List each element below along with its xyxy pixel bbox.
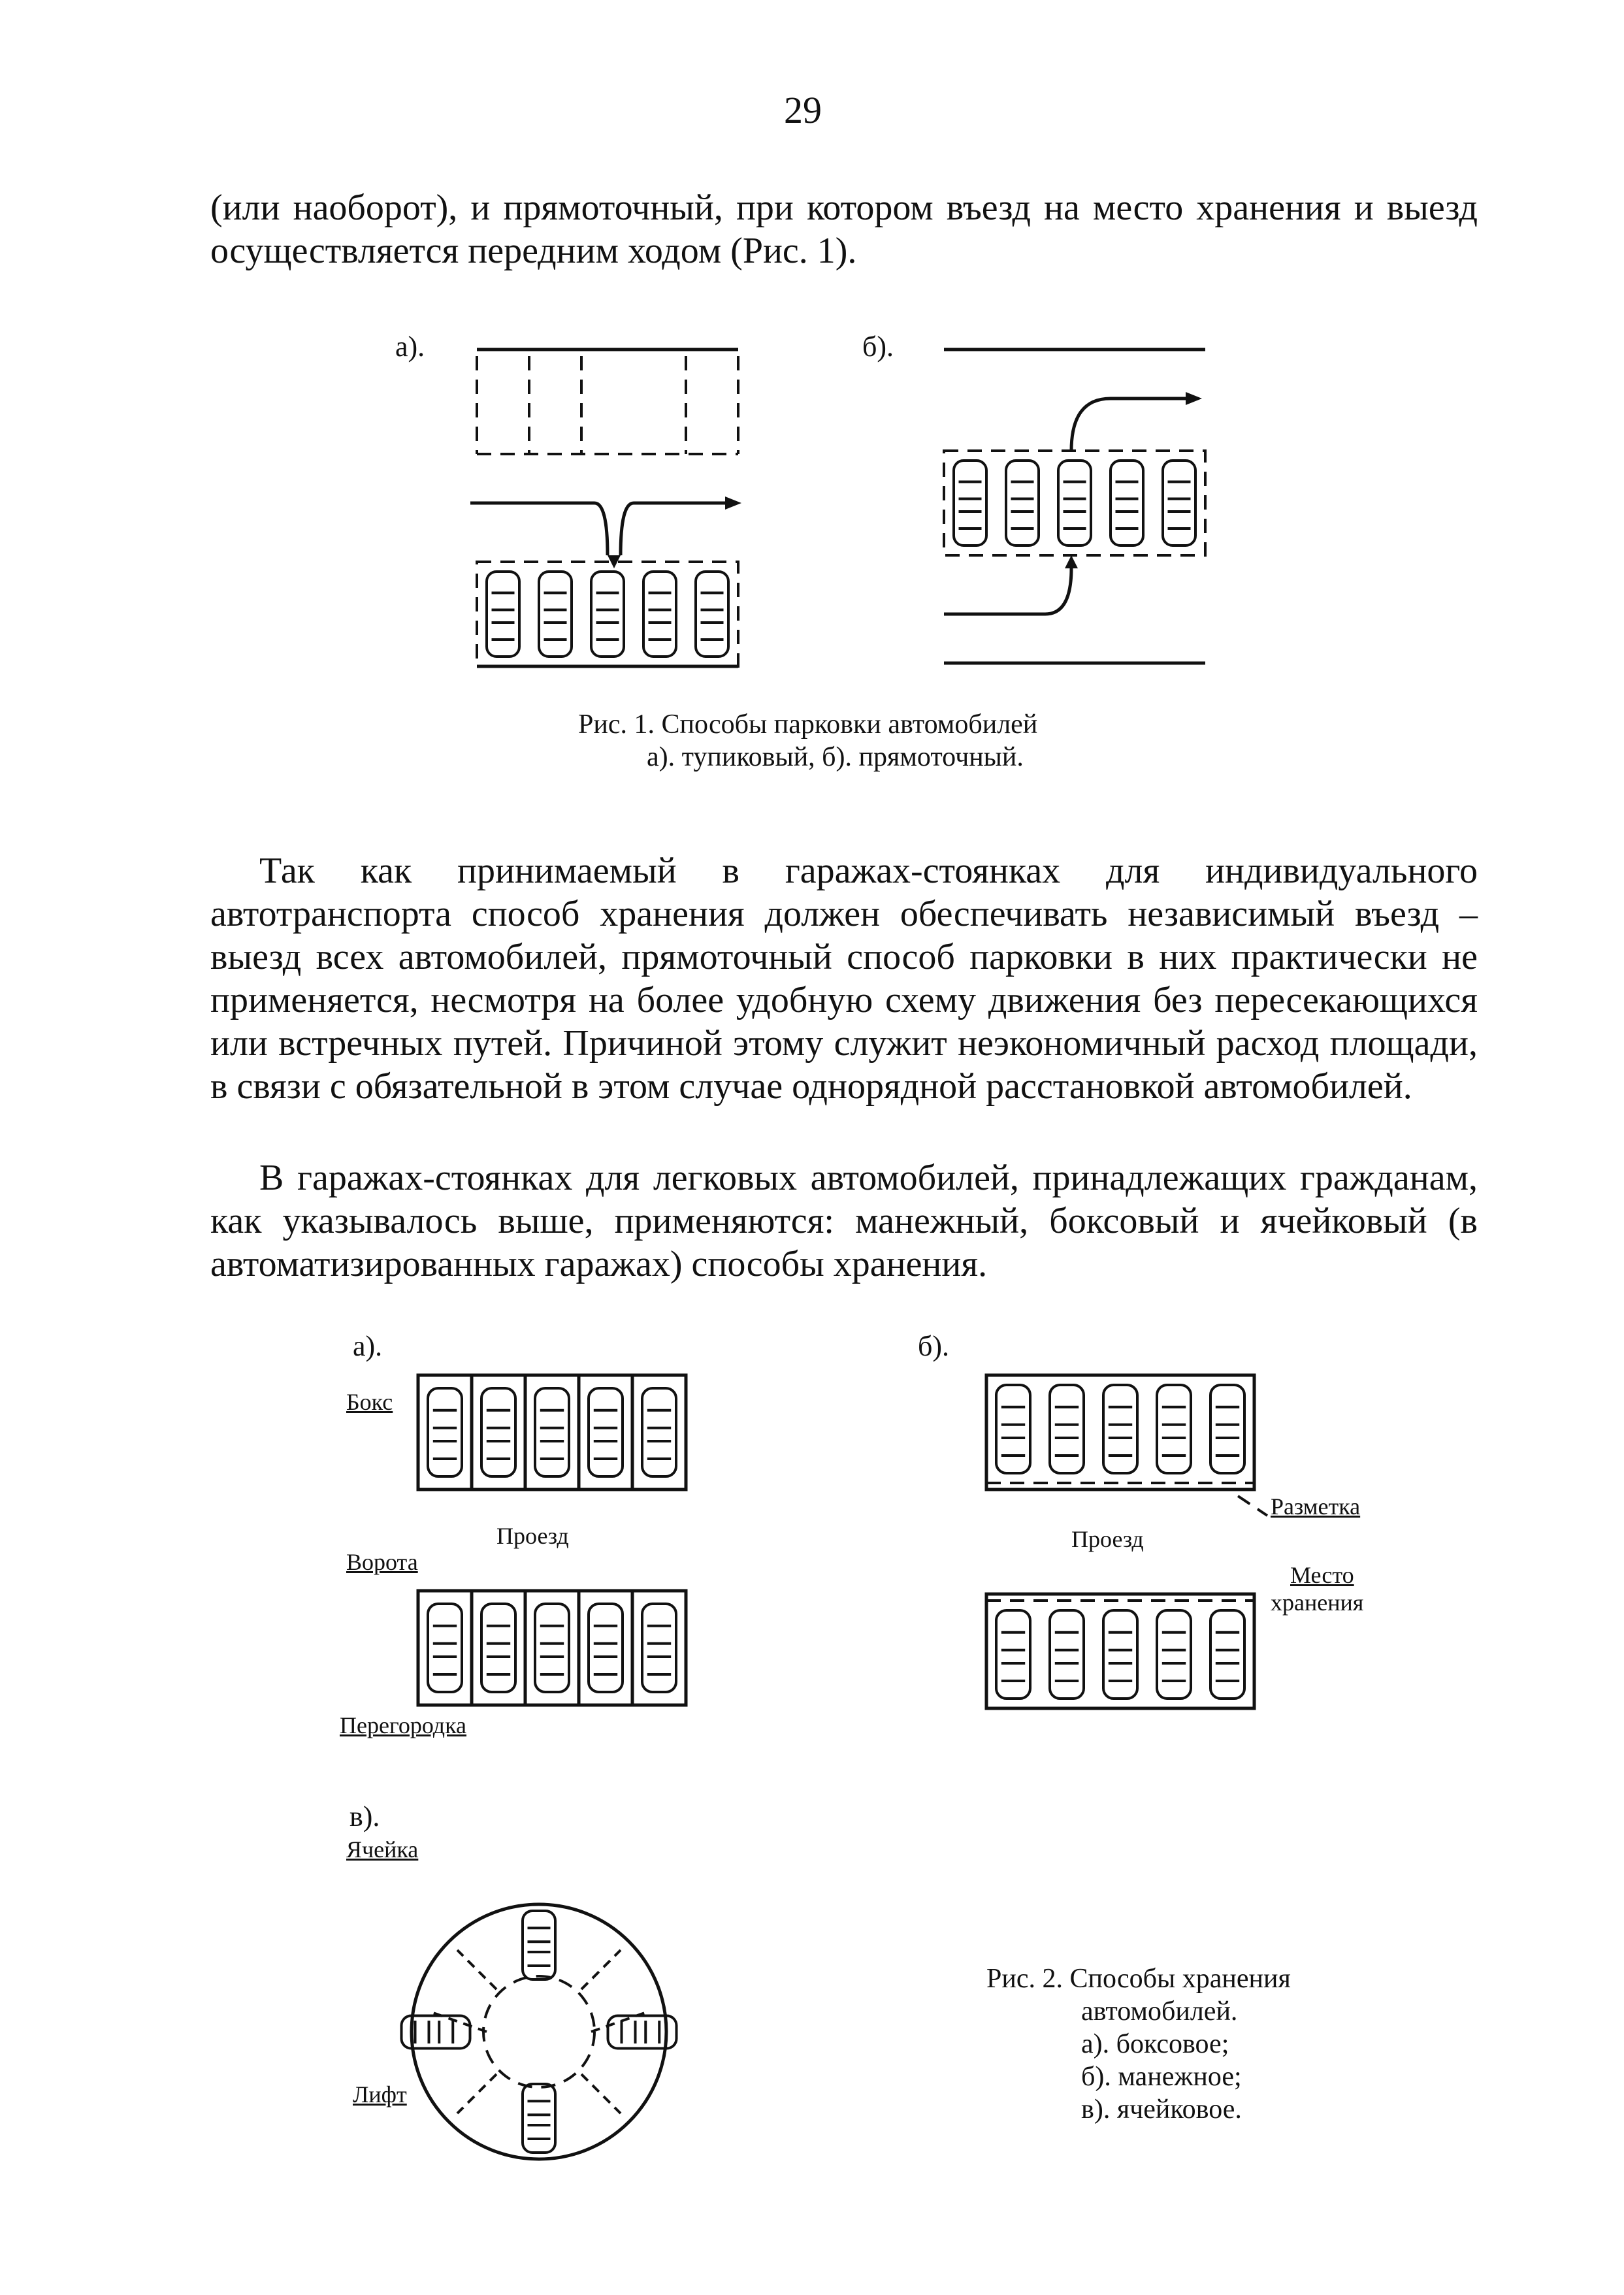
car-row-icons [996,1385,1244,1473]
car-icon [696,572,728,657]
car-icon [1210,1610,1244,1699]
car-row-icons [954,461,1195,545]
passage-label-b: Проезд [1071,1526,1144,1552]
figure2-caption-line5: в). ячейковое. [1081,2094,1242,2124]
car-icon [1050,1385,1084,1473]
paragraph-3: В гаражах-стоянках для легковых автомобилей, принадлежащих гражданам, как указывалось выше, применяются: манежный, боксовый и ячейковый (в автоматизированных гаражах) способы хранения. [210,1158,1478,1284]
figure2-caption-line3: а). боксовое; [1081,2029,1229,2059]
lift-label: Лифт [353,2081,407,2108]
arrow-in-path [944,568,1071,614]
car-icon [481,1388,515,1476]
passage-label-a: Проезд [496,1523,569,1549]
box-partitions-top [472,1375,632,1489]
car-row-icons [428,1388,676,1476]
car-icon [523,1911,555,1979]
car-icon [1210,1385,1244,1473]
car-icon [1103,1385,1137,1473]
car-icon [642,1388,676,1476]
arrow-out-path [621,503,732,555]
marking-label: Разметка [1271,1493,1361,1520]
parking-row-outline [944,451,1205,555]
car-icon [1157,1385,1191,1473]
car-icon [523,2084,555,2153]
car-icon [591,572,624,657]
car-icon [996,1610,1030,1699]
empty-parking-bays [477,356,738,454]
storage-place-label-1: Место [1290,1562,1354,1588]
parking-row-outline [477,562,738,666]
car-row-icons [996,1610,1244,1699]
arrow-head-icon [725,496,741,510]
arrow-out-path [1071,399,1189,451]
figure1-caption-line1: Рис. 1. Способы парковки автомобилей [578,709,1038,740]
partition-label: Перегородка [340,1712,467,1738]
paragraph-2: Так как принимаемый в гаражах-стоянках для индивидуального автотранспорта способ хранения должен обеспечивать независимый въезд – выезд всех автомобилей, прямоточный способ парковки в них практически не применяется, несмотря на более удобную схему движения без пересекающихся или встречных путей. Причиной этому служит неэкономичный расход площади, в связи с обязательной в этом случае однорядной расстановкой автомобилей. [210,851,1478,1107]
car-icon [1163,461,1195,545]
figure1-label-b: б). [862,331,894,363]
car-icon [1111,461,1143,545]
car-icon [535,1604,569,1692]
car-icon [1103,1610,1137,1699]
figure2-label-b: б). [918,1330,950,1362]
car-icon [996,1385,1030,1473]
car-icon [1058,461,1091,545]
car-icon [589,1604,623,1692]
arrow-head-icon [1065,555,1078,568]
car-icon [428,1604,462,1692]
page-number: 29 [784,89,822,131]
box-partitions-bottom [472,1591,632,1705]
paragraph-1: (или наоборот), и прямоточный, при котором въезд на место хранения и выезд осуществляется передним ходом (Рис. 1). [210,187,1478,271]
figure2-caption-line2: автомобилей. [1081,1996,1238,2026]
car-icon [642,1604,676,1692]
car-icon [428,1388,462,1476]
car-icon [539,572,572,657]
arrow-head-icon [1186,392,1202,405]
lift-circle [483,1976,594,2087]
figure2-caption-line1: Рис. 2. Способы хранения [986,1964,1291,1994]
figure2-caption-line4: б). манежное; [1081,2062,1242,2092]
car-icon [954,461,986,545]
cell-label: Ячейка [346,1836,419,1863]
car-icon [535,1388,569,1476]
car-icon [589,1388,623,1476]
car-icon [487,572,519,657]
figure1-label-a: а). [395,331,425,363]
car-icon [1050,1610,1084,1699]
cell-divider-lines [431,1950,647,2113]
car-icon [1157,1610,1191,1699]
figure2-label-v: в). [349,1800,380,1832]
figure2-label-a: а). [353,1330,383,1362]
car-row-icons [487,572,728,657]
car-icon [1006,461,1039,545]
car-icon [643,572,676,657]
car-row-icons [428,1604,676,1692]
arrow-in-path [470,503,608,555]
box-label: Бокс [346,1389,393,1415]
marking-leader-line [1238,1496,1267,1516]
figure1-caption-line2: а). тупиковый, б). прямоточный. [647,742,1024,772]
gates-label: Ворота [346,1549,418,1575]
storage-place-label-2: хранения [1271,1589,1364,1616]
car-icon [481,1604,515,1692]
